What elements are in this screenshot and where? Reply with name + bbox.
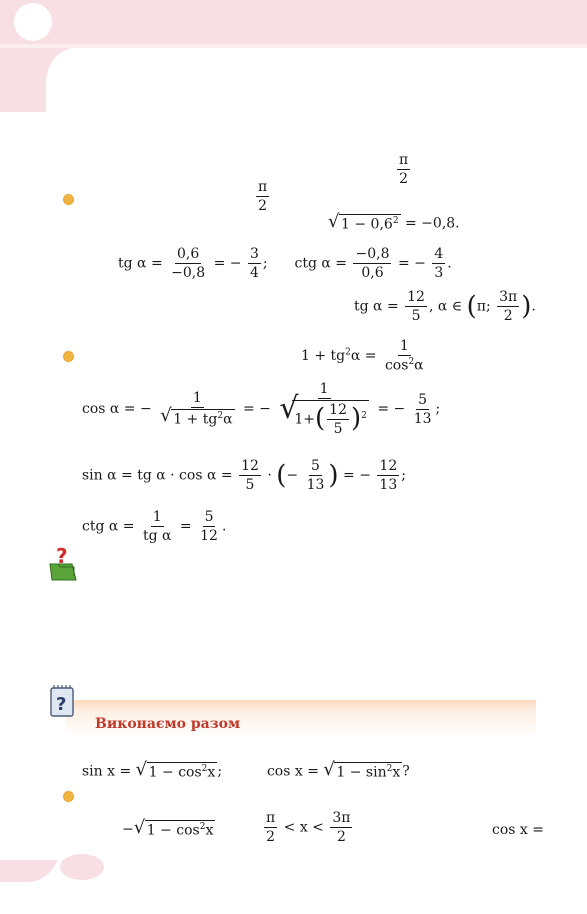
inequality: $\frac{\pi}{2}$ < x < $\frac{3\pi}{2}$ xyxy=(266,810,351,846)
task2-condition: tg α = $\frac{12}{5}$ , α ∈ (π; $\frac{3\pi}{2}$ ). xyxy=(354,289,536,325)
identity-formula: $1 + tg^2\alpha$ = $\frac{1}{\cos^2\alpha}$ xyxy=(301,338,424,374)
sin-alpha-line: sin α = tg α · cos α = $\frac{12}{5}$ · (− $\frac{5}{13}$ ) = − $\frac{12}{13}$ ; xyxy=(82,458,406,494)
header-pink-band xyxy=(0,0,587,112)
cos-tail: cos x = xyxy=(492,822,544,838)
question-folder-icon xyxy=(48,546,78,582)
bullet-icon xyxy=(64,792,73,801)
pi-over-2-left: $\frac{\pi}{2}$ xyxy=(258,179,268,215)
bullet-icon xyxy=(64,352,73,361)
svg-text:?: ? xyxy=(56,546,68,568)
together-formulas: sin x = √ $1 - \cos^2x$ ; cos x = √ $1 - \sin^2x$ ? xyxy=(82,759,410,781)
header-shape xyxy=(0,0,587,112)
tg-ctg-line: tg α = $\frac{0,6}{-0,8}$ = − $\frac{3}{4}$ ; ctg α = $\frac{-0,8}{0,6}$ = − $\frac{4}{3}$ . xyxy=(118,246,452,282)
bullet-icon xyxy=(64,195,73,204)
cos-alpha-line: cos α = − 1 √ $1 + tg^2\alpha$ = − 1 √ 1+( $\frac{12}{5}$ )$^2$ = − $\frac{5}{13}$ ; xyxy=(82,381,441,438)
footer-circle xyxy=(60,854,104,880)
neg-root-expr: − √ $1 - \cos^2x$ xyxy=(122,817,214,839)
together-heading: Виконаємо разом xyxy=(95,716,241,732)
page-number-circle xyxy=(14,3,52,41)
ctg-alpha-line: ctg α = $\frac{1}{\text{tg α}}$ = $\frac{5}{12}$ . xyxy=(82,509,227,545)
sqrt-result: √ $1 - 0,6^2 = -0,8$. xyxy=(328,211,460,233)
svg-text:?: ? xyxy=(56,694,67,715)
pi-over-2-top: $\frac{\pi}{2}$ xyxy=(399,152,409,188)
notebook-question-icon xyxy=(48,684,78,720)
